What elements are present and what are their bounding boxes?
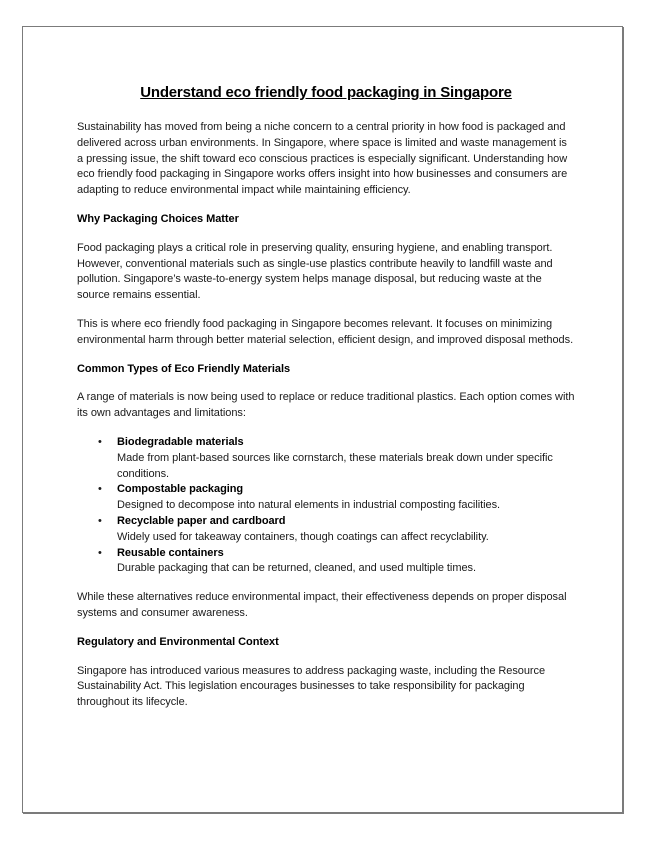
section-heading-regulatory-and-environmental-context: Regulatory and Environmental Context xyxy=(77,635,279,648)
bullet-term: Reusable containers xyxy=(117,546,224,559)
list-item xyxy=(98,435,575,482)
page-title: Understand eco friendly food packaging in Singapore xyxy=(140,84,512,101)
paragraph: Food packaging plays a critical role in preserving quality, ensuring hygiene, and enabling transport. However, conventional materials such as single-use plastics contribute heavily to landfill waste and pollution. Singapore’s waste-to-energy system helps manage disposal, but reducing waste at the source remains essential. xyxy=(77,241,553,302)
paragraph: While these alternatives reduce environmental impact, their effectiveness depends on proper disposal systems and consumer awareness. xyxy=(77,591,567,619)
paragraph: This is where eco friendly food packaging in Singapore becomes relevant. It focuses on minimizing environmental harm through better material selection, efficient design, and improved disposal methods. xyxy=(77,317,574,346)
list-item xyxy=(98,514,575,546)
bullet-description: Designed to decompose into natural elements in industrial composting facilities. xyxy=(117,499,501,512)
bullet-icon: • xyxy=(98,514,102,527)
paragraph: A range of materials is now being used to replace or reduce traditional plastics. Each option comes with its own advantages and limitations: xyxy=(77,391,575,420)
bullet-term: Recyclable paper and cardboard xyxy=(117,514,286,527)
bullet-term: Compostable packaging xyxy=(117,483,244,496)
intro-paragraph: Sustainability has moved from being a niche concern to a central priority in how food is packaged and delivered across urban environments. In Singapore, where space is limited and waste management is a pressing issue, the shift toward eco conscious practices is especially significant. Understanding how eco friendly food packaging in Singapore works offers insight into how businesses and consumers are adapting to reduce environmental impact while maintaining efficiency. xyxy=(77,121,568,197)
bullet-description: Durable packaging that can be returned, cleaned, and used multiple times. xyxy=(117,562,476,575)
bullet-icon: • xyxy=(98,546,102,559)
bullet-icon: • xyxy=(98,435,102,448)
document-page xyxy=(22,26,623,813)
bullet-description: Widely used for takeaway containers, though coatings can affect recyclability. xyxy=(117,530,489,543)
materials-bullet-list xyxy=(77,435,575,577)
paragraph: Singapore has introduced various measures to address packaging waste, including the Resource Sustainability Act. This legislation encourages businesses to take responsibility for packaging throughout its lifecycle. xyxy=(77,664,546,709)
list-item xyxy=(98,482,575,514)
section-heading-common-types-of-eco-friendly-materials: Common Types of Eco Friendly Materials xyxy=(77,362,291,375)
bullet-description: Made from plant-based sources like cornstarch, these materials break down under specific conditions. xyxy=(117,451,553,480)
list-item xyxy=(98,546,575,578)
bullet-icon: • xyxy=(98,483,102,496)
section-heading-why-packaging-choices-matter: Why Packaging Choices Matter xyxy=(77,212,239,225)
bullet-term: Biodegradable materials xyxy=(117,435,244,448)
